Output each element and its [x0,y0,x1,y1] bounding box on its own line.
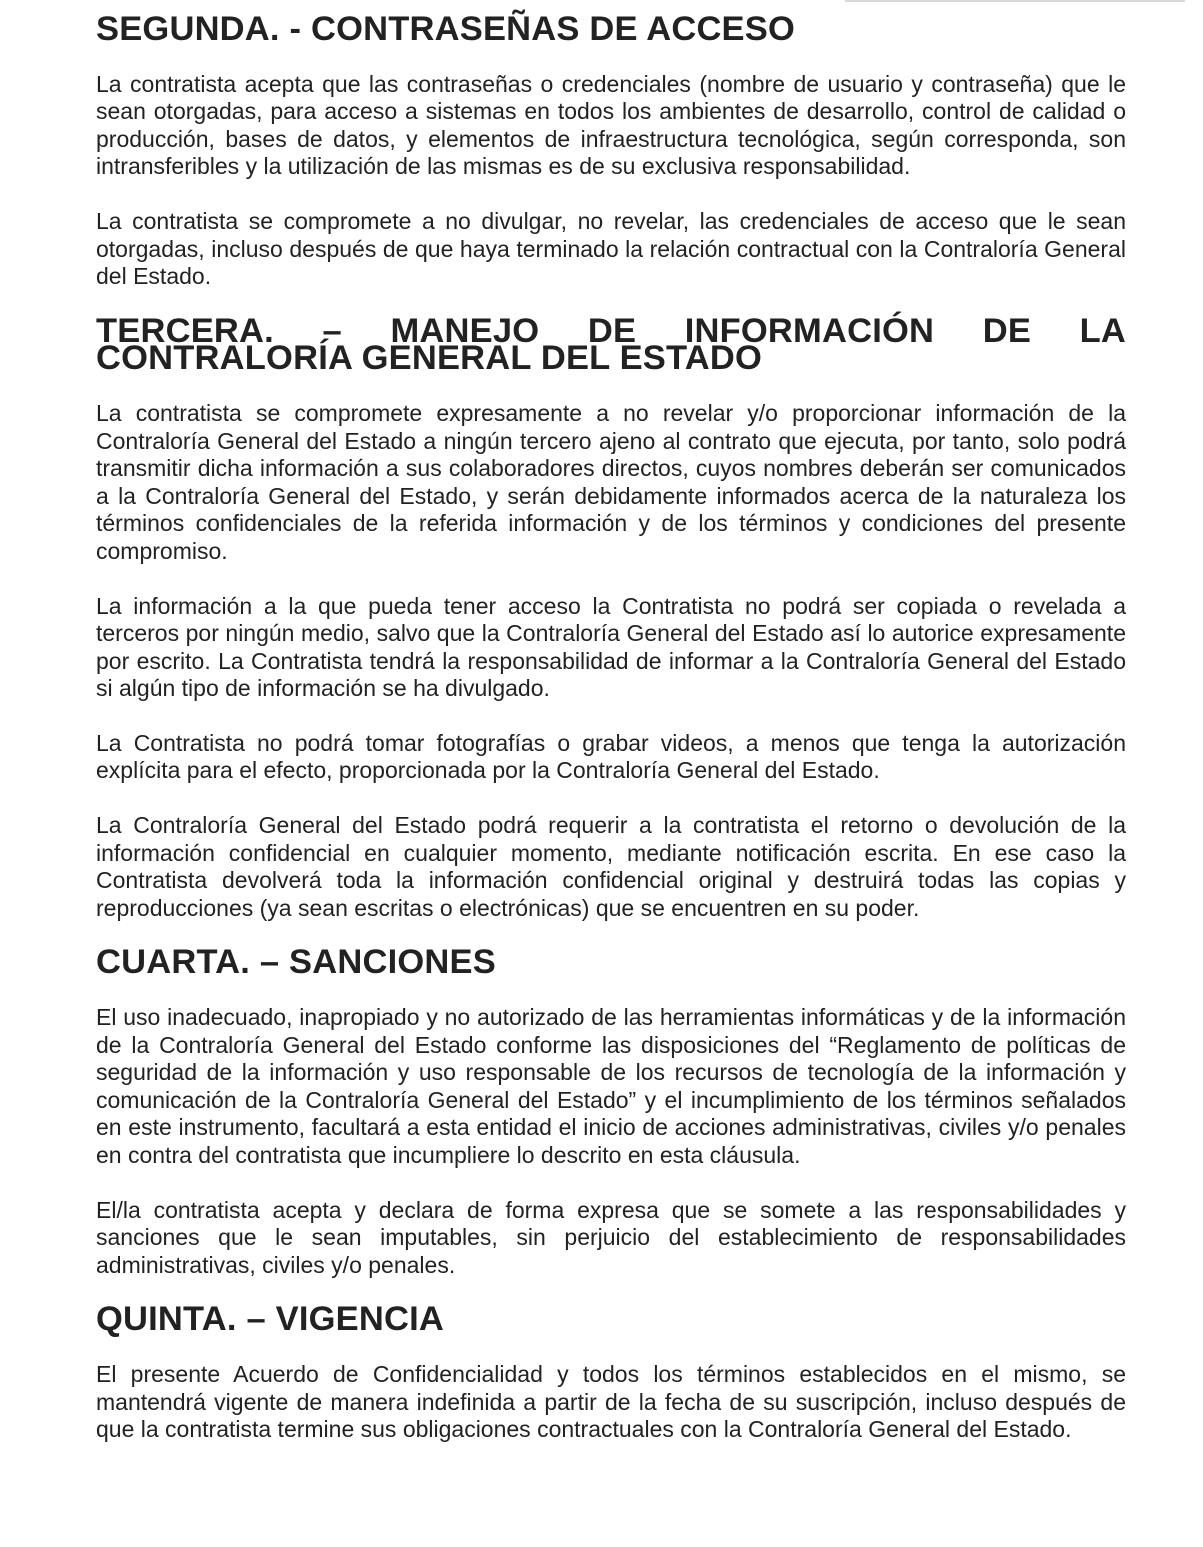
section-paragraph: La contratista se compromete expresamente a no revelar y/o proporcionar información de la Contraloría General del Estado a ningún tercero ajeno al contrato que ejecuta, por tanto, solo podrá transmitir dicha información a sus colaboradores directos, cuyos nombres deberán ser comunicados a la Contraloría General del Estado, y serán debidamente informados acerca de la naturaleza los términos confidenciales de la referida información y de los términos y condiciones del presente compromiso. [96,399,1126,564]
section-heading: TERCERA. – MANEJO DE INFORMACIÓN DE LA CONTRALORÍA GENERAL DEL ESTADO [96,311,1126,378]
section-paragraph: El uso inadecuado, inapropiado y no autorizado de las herramientas informáticas y de la información de la Contraloría General del Estado conforme las disposiciones del “Reglamento de políticas de seguridad de la información y uso responsable de los recursos de tecnología de la información y comunicación de la Contraloría General del Estado” y el incumplimiento de los términos señalados en este instrumento, facultará a esta entidad el inicio de acciones administrativas, civiles y/o penales en contra del contratista que incumpliere lo descrito en esta cláusula. [96,1004,1126,1168]
section-heading: QUINTA. – VIGENCIA [96,1300,444,1339]
section-heading: CUARTA. – SANCIONES [96,943,496,982]
section-heading: SEGUNDA. - CONTRASEÑAS DE ACCESO [96,10,796,48]
section-paragraph: La Contraloría General del Estado podrá requerir a la contratista el retorno o devolución de la información confidencial en cualquier momento, mediante notificación escrita. En ese caso la Contratista devolverá toda la información confidencial original y destruirá todas las copias y reproducciones (ya sean escritas o electrónicas) que se encuentren en su poder. [96,812,1126,921]
section-paragraph: La contratista acepta que las contraseñas o credenciales (nombre de usuario y contraseña) que le sean otorgadas, para acceso a sistemas en todos los ambientes de desarrollo, control de calidad o producción, bases de datos, y elementos de infraestructura tecnológica, según corresponda, son intransferibles y la utilización de las mismas es de su exclusiva responsabilidad. [96,70,1126,180]
section-paragraph: La contratista se compromete a no divulgar, no revelar, las credenciales de acceso que le sean otorgadas, incluso después de que haya terminado la relación contractual con la Contraloría General del Estado. [96,207,1126,290]
section-paragraph: El presente Acuerdo de Confidencialidad y todos los términos establecidos en el mismo, se mantendrá vigente de manera indefinida a partir de la fecha de su suscripción, incluso después de que la contratista termine sus obligaciones contractuales con la Contraloría General del Estado. [96,1360,1126,1443]
document-page [96,10,1126,1444]
section-paragraph: La Contratista no podrá tomar fotografías o grabar videos, a menos que tenga la autorización explícita para el efecto, proporcionada por la Contraloría General del Estado. [96,729,1126,784]
section-segunda [96,10,1126,318]
section-tercera [96,311,1126,950]
section-paragraph: La información a la que pueda tener acceso la Contratista no podrá ser copiada o revelada a terceros por ningún medio, salvo que la Contraloría General del Estado así lo autorice expresamente por escrito. La Contratista tendrá la responsabilidad de informar a la Contraloría General del Estado si algún tipo de información se ha divulgado. [96,592,1126,702]
section-paragraph: El/la contratista acepta y declara de forma expresa que se somete a las responsabilidades y sanciones que le sean imputables, sin perjuicio del establecimiento de responsabilidades administrativas, civiles y/o penales. [96,1196,1126,1278]
page-edge-rule [845,0,1185,2]
section-cuarta [96,943,1126,1306]
section-quinta [96,1300,1126,1443]
